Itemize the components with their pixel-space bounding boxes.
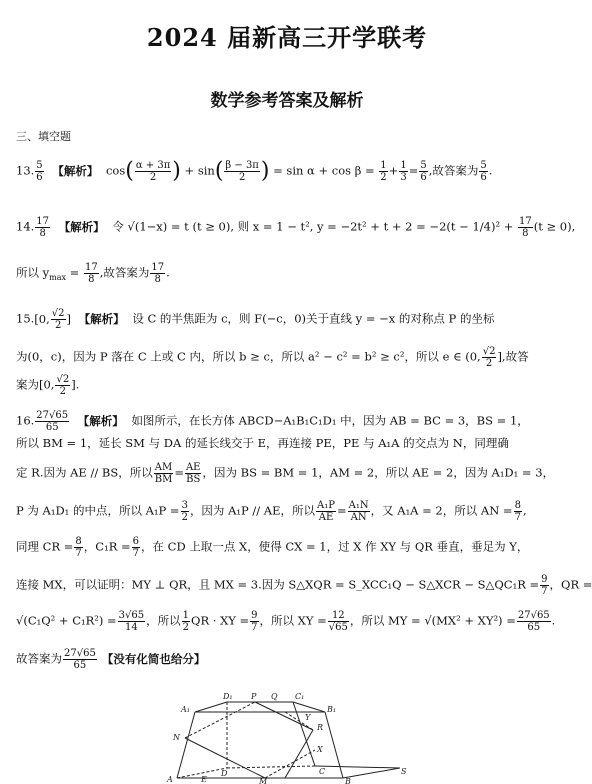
q16-line-2: 所以 BM = 1，延长 SM 与 DA 的延长线交于 E，再连接 PE，PE 与 A₁A 的交点为 N，同理确 (16, 436, 509, 450)
q16-line-3: 定 R.因为 AE // BS，所以 $\frac{AM}{BM}$ = $\frac{AE}{BS}$ ，因为 BS = BM = 1，AM = 2，所以 AE = 2，因为 A₁D₁ = 3， (16, 462, 555, 485)
q15-line-3: 案为[0, $\frac{√2}{2}$ ]. (16, 374, 80, 397)
q13-line: 13. $\frac{5}{6}$ 【解析】 cos( $\frac{\alpha + 3\pi}{2}$ ) + sin( $\frac{\beta - 3\pi}{2}$ ) = sin α + cos β = $\frac{1}{2}$ + $\frac{1}{3}$ = $\frac{5}{6}$ ,故答案为 $\frac{5}{6}$ . (16, 158, 493, 184)
figure-label-b1: B₁ (327, 705, 337, 714)
q16-line-6: 连接 MX，可以证明：MY ⊥ QR，且 MX = 3.因为 S△XQR = S_XCC₁Q − S△XCR − S△QC₁R = $\frac{9}{7}$ ，QR = (16, 574, 592, 597)
figure-label-y: Y (305, 713, 311, 722)
q16-analysis-tag: 【解析】 (77, 413, 124, 428)
q15-number: 15. (16, 311, 35, 326)
q15-line-2: 为(0，c)，因为 P 落在 C 上或 C 内，所以 b ≥ c，所以 a² − c² = b² ≥ c²，所以 e ∈ (0, $\frac{√2}{2}$ ],故答 (16, 346, 529, 369)
q16-line-7: √(C₁Q² + C₁R²) = $\frac{3√65}{14}$ ，所以 $\frac{1}{2}$ QR · XY = $\frac{9}{7}$ ，所以 XY = $\frac{12}{√65}$ ，所以 MY = √(MX² + XY²) = $\frac{27√65}{65}$ . (16, 610, 556, 633)
q14-analysis-tag: 【解析】 (58, 219, 105, 234)
q14-answer: $\frac{17}{8}$ (36, 216, 50, 239)
q13-answer: $\frac{5}{6}$ (36, 160, 43, 183)
q14-line-2: 所以 $y_{max}$ = $\frac{17}{8}$ ,故答案为 $\frac{17}{8}$ . (16, 262, 170, 285)
q15-analysis-tag: 【解析】 (78, 311, 125, 326)
figure-label-s: S (401, 767, 407, 776)
figure-label-p: P (251, 692, 257, 701)
figure-label-x: X (317, 745, 323, 754)
figure-label-n: N (173, 733, 180, 742)
figure-label-a: A (167, 775, 173, 784)
q14-line: 14. $\frac{17}{8}$ 【解析】 令 √(1−x) = t (t ≥ 0), 则 x = 1 − t², y = −2t² + t + 2 = −2(t − 1/4)² + $\frac{17}{8}$ (t ≥ 0), (16, 216, 576, 239)
q16-line-4: P 为 A₁D₁ 的中点，所以 A₁P = $\frac{3}{2}$ ，因为 A₁P // AE，所以 $\frac{\text{A₁P}}{AE}$ = $\frac{\text{A₁N}}{AN}$ ，又 A₁A = 2，所以 AN = $\frac{8}{7}$ , (16, 500, 527, 523)
page-subtitle: 数学参考答案及解析 (210, 91, 364, 111)
figure-label-d1: D₁ (223, 692, 233, 701)
q16-answer: $\frac{27√65}{65}$ (36, 410, 69, 433)
q15-answer: [0, $\frac{√2}{2}$ ] (34, 308, 71, 331)
q15-line: 15.[0, $\frac{√2}{2}$ ] 【解析】 设 C 的半焦距为 c，则 F(−c，0)关于直线 y = −x 的对称点 P 的坐标 (16, 308, 495, 331)
q13-number: 13. (16, 163, 35, 178)
figure-label-m: M (259, 777, 268, 784)
q16-line: 16. $\frac{27√65}{65}$ 【解析】 如图所示，在长方体 ABCD−A₁B₁C₁D₁ 中，因为 AB = BC = 3，BS = 1， (16, 410, 529, 433)
q16-line-5: 同理 CR = $\frac{8}{7}$ ，C₁R = $\frac{6}{7}$ ，在 CD 上取一点 X，使得 CX = 1，过 X 作 XY 与 QR 垂直，垂足为 Y， (16, 536, 529, 559)
figure-label-q: Q (271, 692, 278, 701)
figure-label-c1: C₁ (295, 692, 305, 701)
geometry-figure (165, 690, 410, 784)
figure-label-r: R (317, 723, 324, 732)
section-heading: 三、填空题 (16, 130, 71, 143)
q16-number: 16. (16, 413, 35, 428)
figure-label-a1: A₁ (181, 705, 190, 714)
q16-line-8: 故答案为 $\frac{27√65}{65}$ 【没有化简也给分】 (16, 648, 206, 671)
figure-label-b: B (345, 777, 351, 784)
q14-number: 14. (16, 219, 35, 234)
q13-analysis-tag: 【解析】 (52, 163, 99, 178)
figure-label-e: E (201, 775, 207, 784)
figure-label-d: D (221, 769, 228, 778)
figure-label-c: C (319, 767, 326, 776)
page-title: 2024 届新高三开学联考 (146, 23, 428, 52)
